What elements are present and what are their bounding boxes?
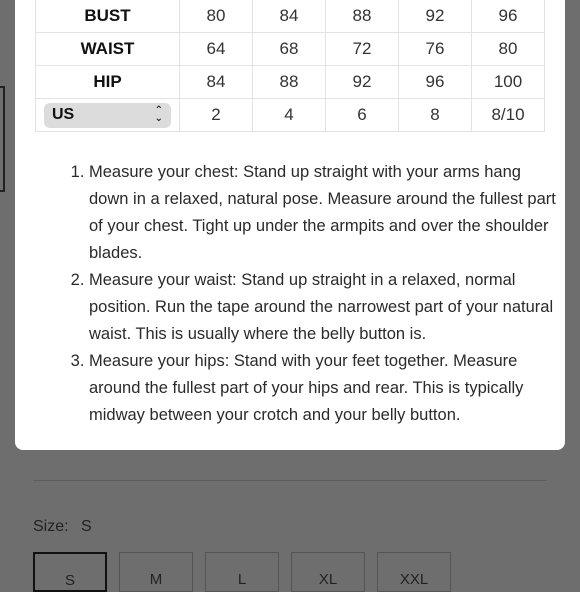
chevron-up-down-icon: ⌃ ⌄ [154, 105, 163, 124]
row-label: BUST [36, 0, 180, 33]
measurement-instructions [63, 159, 559, 429]
table-cell: 2 [180, 99, 253, 132]
unit-select-value: US [52, 106, 75, 123]
table-cell: 8/10 [472, 99, 545, 132]
table-cell: 84 [180, 66, 253, 99]
table-row-us [36, 99, 545, 132]
size-option-s[interactable]: S [33, 552, 107, 592]
table-cell: 76 [399, 33, 472, 66]
size-options [33, 552, 463, 592]
table-cell: 96 [399, 66, 472, 99]
instruction-item: 2. Measure your waist: Stand up straight in a relaxed, normal position. Run the tape around the narrowest part of your natural waist. This is usually where the belly button is. [89, 267, 559, 348]
table-cell: 4 [253, 99, 326, 132]
row-label: HIP [36, 66, 180, 99]
instruction-item: 3. Measure your hips: Stand with your feet together. Measure around the fullest part of your hips and rear. This is typically midway between your crotch and your belly button. [89, 348, 559, 429]
table-cell: 68 [253, 33, 326, 66]
size-chart-table [35, 0, 545, 132]
unit-select-cell [36, 99, 180, 132]
table-cell: 84 [253, 0, 326, 33]
size-option-l[interactable]: L [205, 552, 279, 592]
size-option-m[interactable]: M [119, 552, 193, 592]
table-row-hip [36, 66, 545, 99]
background-card-edge [0, 86, 5, 192]
table-row-bust [36, 0, 545, 33]
size-option-xxl[interactable]: XXL [377, 552, 451, 592]
table-cell: 80 [472, 33, 545, 66]
size-label: Size: [33, 518, 69, 535]
table-row-waist [36, 33, 545, 66]
row-label: WAIST [36, 33, 180, 66]
table-cell: 72 [326, 33, 399, 66]
unit-select[interactable] [44, 103, 171, 128]
table-cell: 6 [326, 99, 399, 132]
table-cell: 88 [253, 66, 326, 99]
size-selection-label [33, 518, 100, 536]
selected-size-value: S [81, 518, 92, 535]
table-cell: 96 [472, 0, 545, 33]
divider [33, 480, 547, 481]
table-cell: 92 [399, 0, 472, 33]
table-cell: 100 [472, 66, 545, 99]
size-chart-sheet [15, 0, 565, 450]
table-cell: 80 [180, 0, 253, 33]
instruction-item: 1. Measure your chest: Stand up straight with your arms hang down in a relaxed, natural pose. Measure around the fullest part of your chest. Tight up under the armpits and over the shoulder blades. [89, 159, 559, 267]
size-option-xl[interactable]: XL [291, 552, 365, 592]
table-cell: 8 [399, 99, 472, 132]
table-cell: 64 [180, 33, 253, 66]
table-cell: 88 [326, 0, 399, 33]
table-cell: 92 [326, 66, 399, 99]
